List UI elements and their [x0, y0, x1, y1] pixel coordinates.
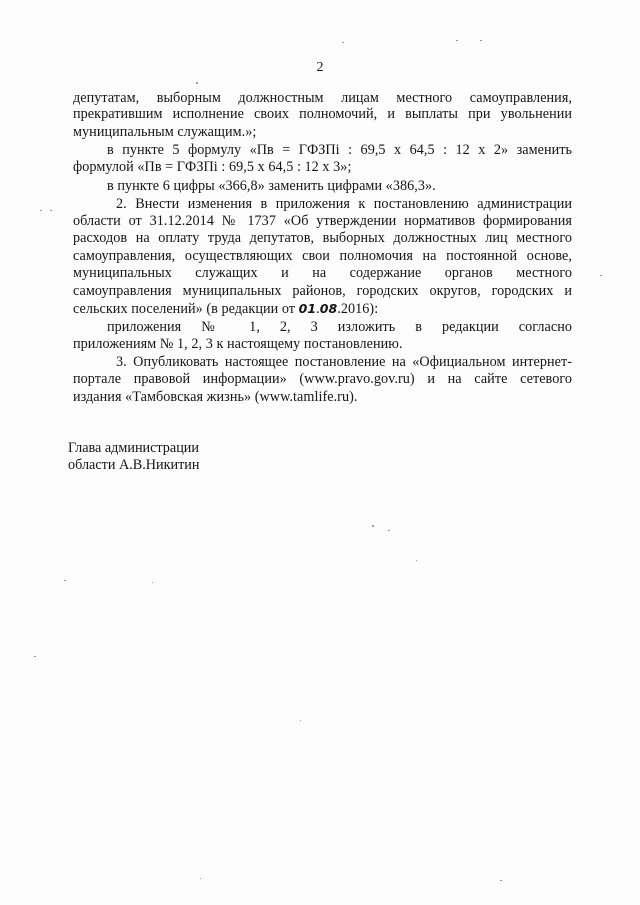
text-line: депутатам, выборным должностным лицам местного самоуправления, — [73, 90, 572, 106]
text-line: самоуправления, осуществляющих свои полномочия на постоянной основе, — [73, 248, 572, 264]
text-line: прекратившим исполнение своих полномочий, и выплаты при увольнении — [73, 106, 572, 122]
scan-speck — [600, 275, 602, 276]
scan-speck — [388, 530, 390, 531]
scan-speck — [456, 40, 458, 41]
text-line: в пункте 5 формулу «Пв = ГФЗПi : 69,5 х 64,5 : 12 х 2» заменить — [107, 142, 572, 158]
text-fragment: сельских поселений» (в редакции от — [73, 301, 299, 317]
scan-speck — [40, 210, 42, 211]
text-line: формулой «Пв = ГФЗПi : 69,5 х 64,5 : 12 х 3»; — [73, 159, 352, 175]
scan-speck — [372, 525, 374, 527]
text-line: 3. Опубликовать настоящее постановление на «Официальном интернет- — [116, 354, 572, 370]
scan-speck — [34, 656, 36, 657]
text-line: приложения № 1, 2, 3 изложить в редакции согласно — [107, 319, 572, 335]
text-line: 2. Внести изменения в приложения к постановлению администрации — [116, 196, 572, 212]
text-fragment: . — [316, 301, 320, 317]
text-line: муниципальным служащим.»; — [73, 124, 257, 140]
text-line: в пункте 6 цифры «366,8» заменить цифрами «386,3». — [107, 178, 436, 194]
scan-speck — [500, 880, 502, 881]
scan-speck — [480, 40, 482, 41]
handwritten-day: 01 — [298, 301, 317, 316]
scan-speck — [50, 210, 52, 211]
signature-name: области А.В.Никитин — [68, 457, 200, 473]
scan-speck — [152, 582, 153, 583]
text-fragment: .2016): — [337, 301, 379, 317]
page-number: 2 — [316, 60, 324, 75]
scan-speck — [200, 878, 201, 879]
text-line: самоуправления муниципальных районов, городских округов, городских и — [73, 283, 572, 299]
text-line: приложениям № 1, 2, 3 к настоящему постановлению. — [73, 336, 403, 352]
text-line: муниципальных служащих и на содержание органов местного — [73, 265, 572, 281]
scan-speck — [196, 82, 198, 84]
text-line: расходов на оплату труда депутатов, выборных должностных лиц местного — [73, 230, 572, 246]
handwritten-month: 08 — [319, 301, 338, 316]
scan-speck — [300, 720, 301, 721]
scan-speck — [64, 580, 66, 581]
text-line: области от 31.12.2014 № 1737 «Об утверждении нормативов формирования — [73, 213, 572, 229]
text-line — [73, 300, 378, 318]
scan-speck — [416, 560, 417, 561]
text-line: портале правовой информации» (www.pravo.gov.ru) и на сайте сетевого — [73, 371, 572, 387]
text-line: издания «Тамбовская жизнь» (www.tamlife.ru). — [73, 389, 358, 405]
signature-title: Глава администрации — [68, 440, 199, 456]
scan-speck — [342, 42, 344, 43]
